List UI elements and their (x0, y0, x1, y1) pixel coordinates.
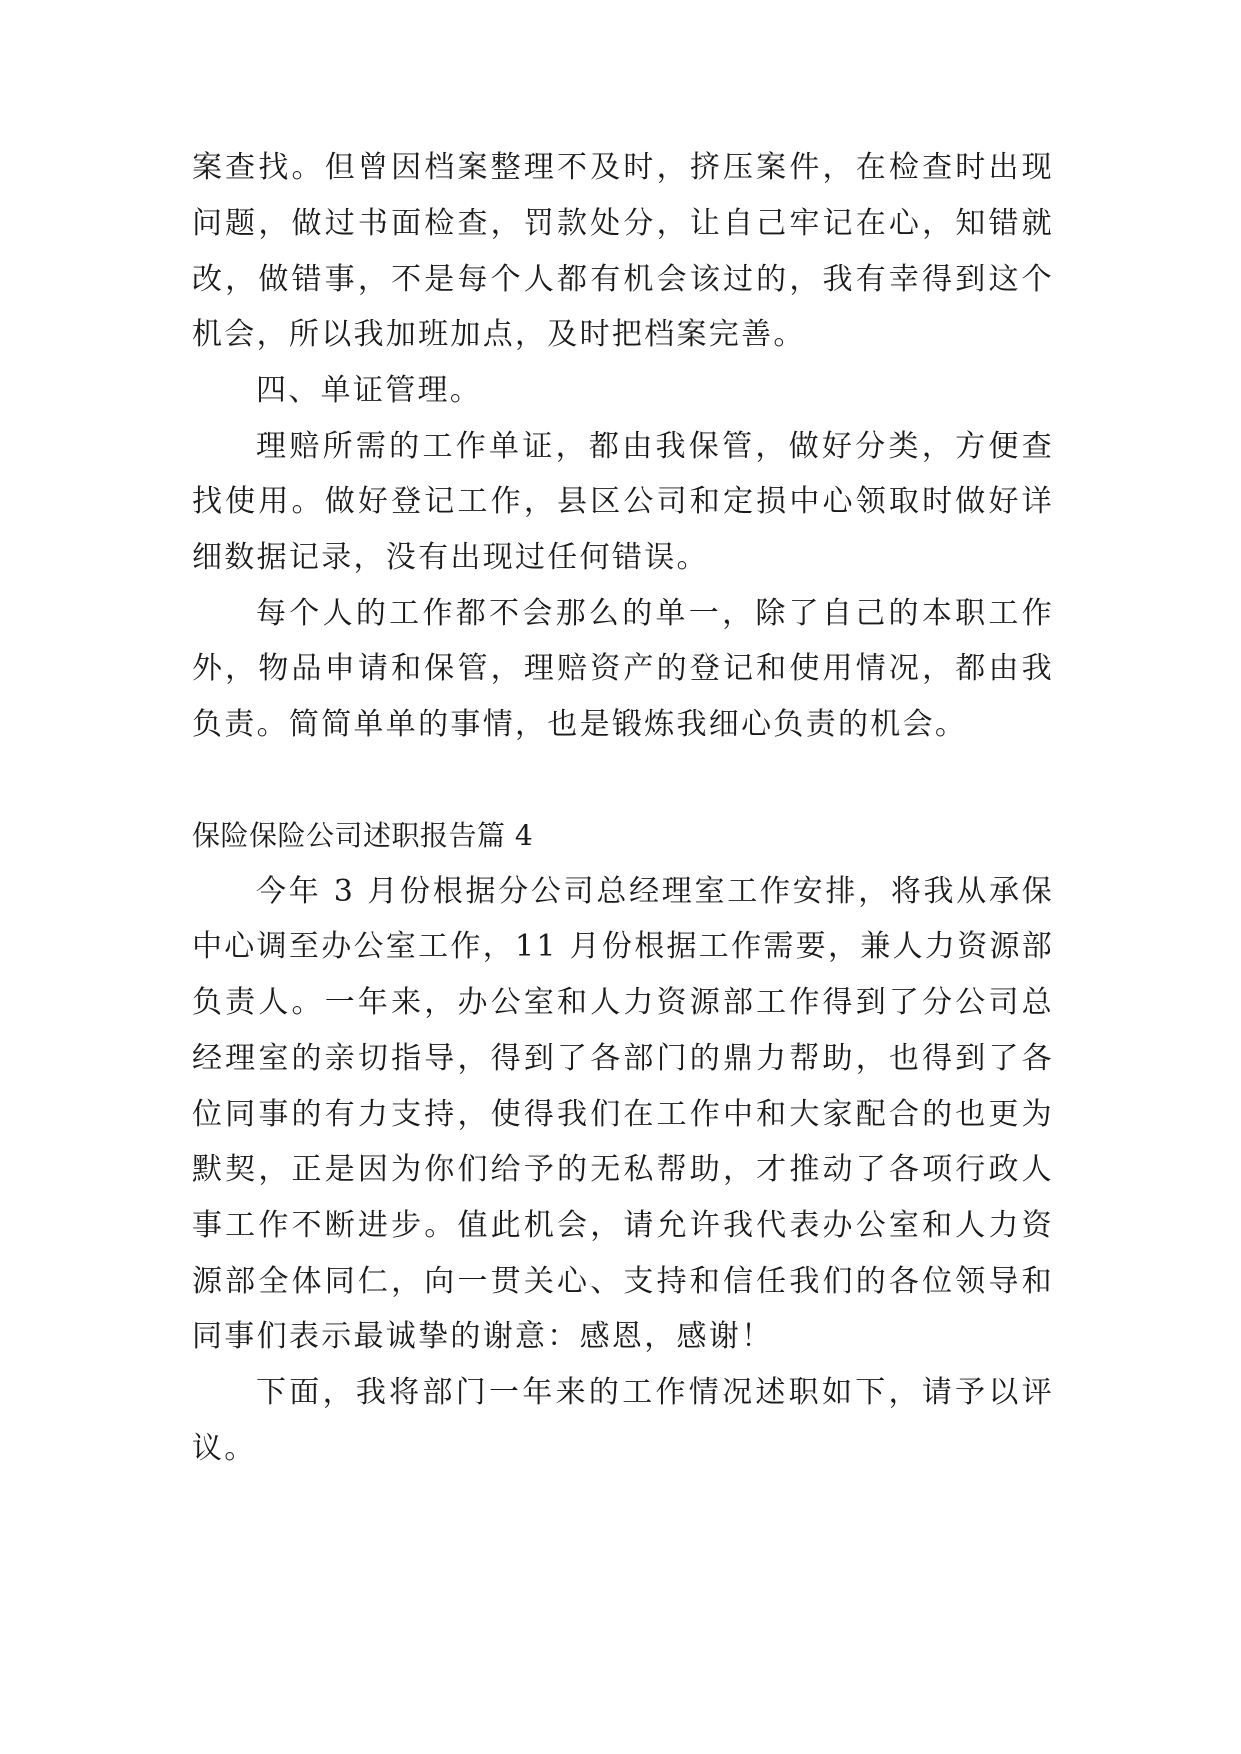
paragraph-line: 默契，正是因为你们给予的无私帮助，才推动了各项行政人 (192, 1152, 1054, 1187)
paragraph-line: 同事们表示最诚挚的谢意：感恩，感谢！ (192, 1319, 774, 1354)
paragraph-line: 议。 (192, 1431, 257, 1466)
section-heading: 四、单证管理。 (256, 373, 483, 408)
paragraph-line: 改，做错事，不是每个人都有机会该过的，我有幸得到这个 (192, 262, 1054, 297)
paragraph-line: 找使用。做好登记工作，县区公司和定损中心领取时做好详 (192, 484, 1054, 519)
paragraph-line: 经理室的亲切指导，得到了各部门的鼎力帮助，也得到了各 (192, 1041, 1054, 1076)
paragraph-line: 下面，我将部门一年来的工作情况述职如下，请予以评 (256, 1375, 1054, 1410)
paragraph-line: 今年 3 月份根据分公司总经理室工作安排，将我从承保 (256, 874, 1054, 909)
paragraph-line: 机会，所以我加班加点，及时把档案完善。 (192, 317, 806, 352)
paragraph-line: 源部全体同仁，向一贯关心、支持和信任我们的各位领导和 (192, 1264, 1054, 1299)
paragraph-line: 负责。简简单单的事情，也是锻炼我细心负责的机会。 (192, 707, 968, 742)
paragraph-line: 理赔所需的工作单证，都由我保管，做好分类，方便查 (256, 429, 1054, 464)
paragraph-line: 负责人。一年来，办公室和人力资源部工作得到了分公司总 (192, 985, 1054, 1020)
paragraph-line: 外，物品申请和保管，理赔资产的登记和使用情况，都由我 (192, 651, 1054, 686)
paragraph-line: 细数据记录，没有出现过任何错误。 (192, 540, 709, 575)
report-title: 保险保险公司述职报告篇 4 (192, 819, 534, 852)
paragraph-line: 中心调至办公室工作，11 月份根据工作需要，兼人力资源部 (192, 929, 1055, 964)
paragraph-line: 案查找。但曾因档案整理不及时，挤压案件，在检查时出现 (192, 150, 1054, 185)
paragraph-line: 每个人的工作都不会那么的单一，除了自己的本职工作 (256, 596, 1054, 631)
paragraph-line: 事工作不断进步。值此机会，请允许我代表办公室和人力资 (192, 1208, 1054, 1243)
paragraph-line: 位同事的有力支持，使得我们在工作中和大家配合的也更为 (192, 1097, 1054, 1132)
paragraph-line: 问题，做过书面检查，罚款处分，让自己牢记在心，知错就 (192, 206, 1054, 241)
